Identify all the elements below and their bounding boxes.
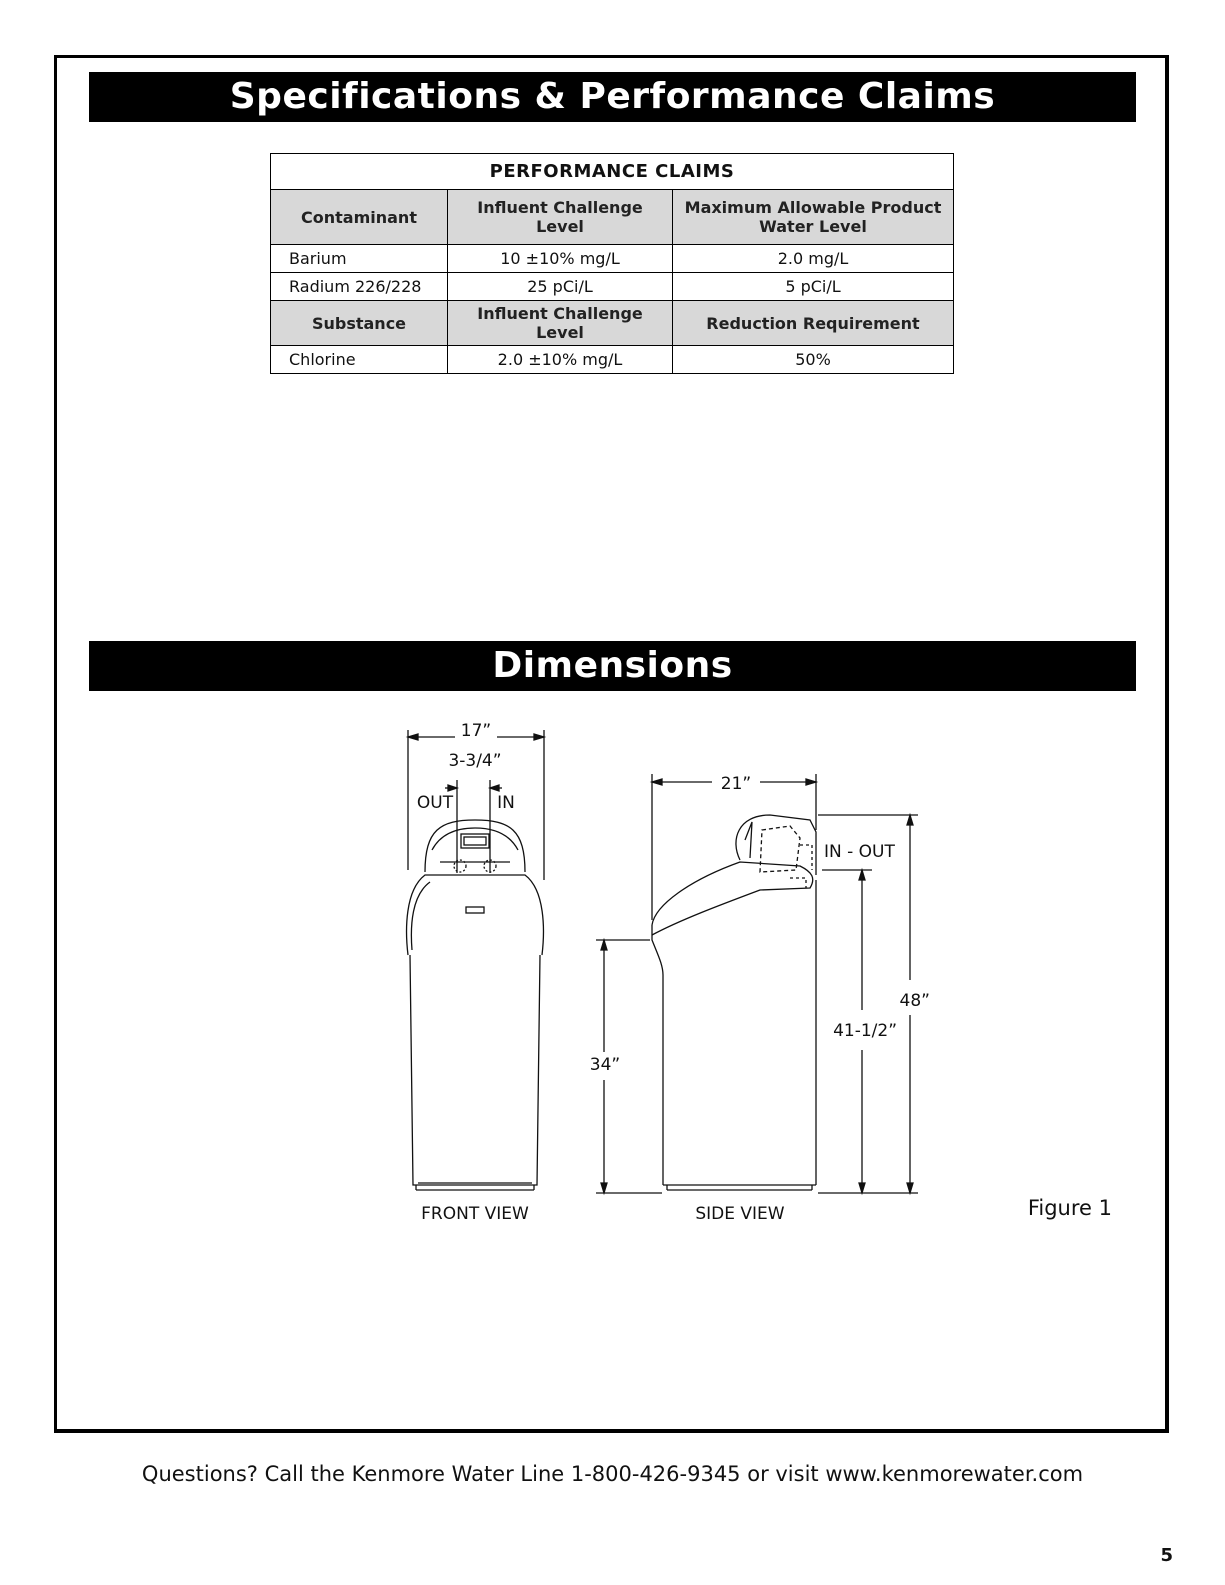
front-view-caption: FRONT VIEW <box>421 1204 529 1224</box>
table-cell: 5 pCi/L <box>673 273 954 301</box>
table-cell: 25 pCi/L <box>448 273 673 301</box>
page-number: 5 <box>1160 1545 1173 1566</box>
column-header: Reduction Requirement <box>673 301 954 346</box>
in-out-label: IN - OUT <box>824 842 895 862</box>
side-depth-label: 21” <box>720 774 752 794</box>
spec-section-title: Specifications & Performance Claims <box>89 72 1136 122</box>
side-view-drawing <box>596 774 918 1193</box>
column-header: Influent Challenge Level <box>448 301 673 346</box>
in-port-label: IN <box>497 793 515 813</box>
table-cell: 10 ±10% mg/L <box>448 245 673 273</box>
footer-contact: Questions? Call the Kenmore Water Line 1-800-426-9345 or visit www.kenmorewater.com <box>141 1462 1084 1486</box>
column-header: Substance <box>271 301 448 346</box>
column-header: Contaminant <box>271 190 448 245</box>
front-width-label: 17” <box>460 721 492 741</box>
port-height-label: 41-1/2” <box>833 1021 897 1041</box>
front-spacing-label: 3-3/4” <box>448 751 502 771</box>
table-title: PERFORMANCE CLAIMS <box>271 154 954 190</box>
table-cell: 50% <box>673 346 954 374</box>
column-header: Maximum Allowable Product Water Level <box>673 190 954 245</box>
total-height-label: 48” <box>899 991 930 1011</box>
side-view-caption: SIDE VIEW <box>695 1204 785 1224</box>
table-cell: 2.0 ±10% mg/L <box>448 346 673 374</box>
table-cell: Barium <box>271 245 448 273</box>
figure-label: Figure 1 <box>1027 1196 1112 1220</box>
table-cell: Chlorine <box>271 346 448 374</box>
table-cell: 2.0 mg/L <box>673 245 954 273</box>
lid-height-label: 34” <box>589 1055 621 1075</box>
dimensions-section-title: Dimensions <box>89 641 1136 691</box>
out-port-label: OUT <box>416 793 454 813</box>
column-header: Influent Challenge Level <box>448 190 673 245</box>
table-cell: Radium 226/228 <box>271 273 448 301</box>
